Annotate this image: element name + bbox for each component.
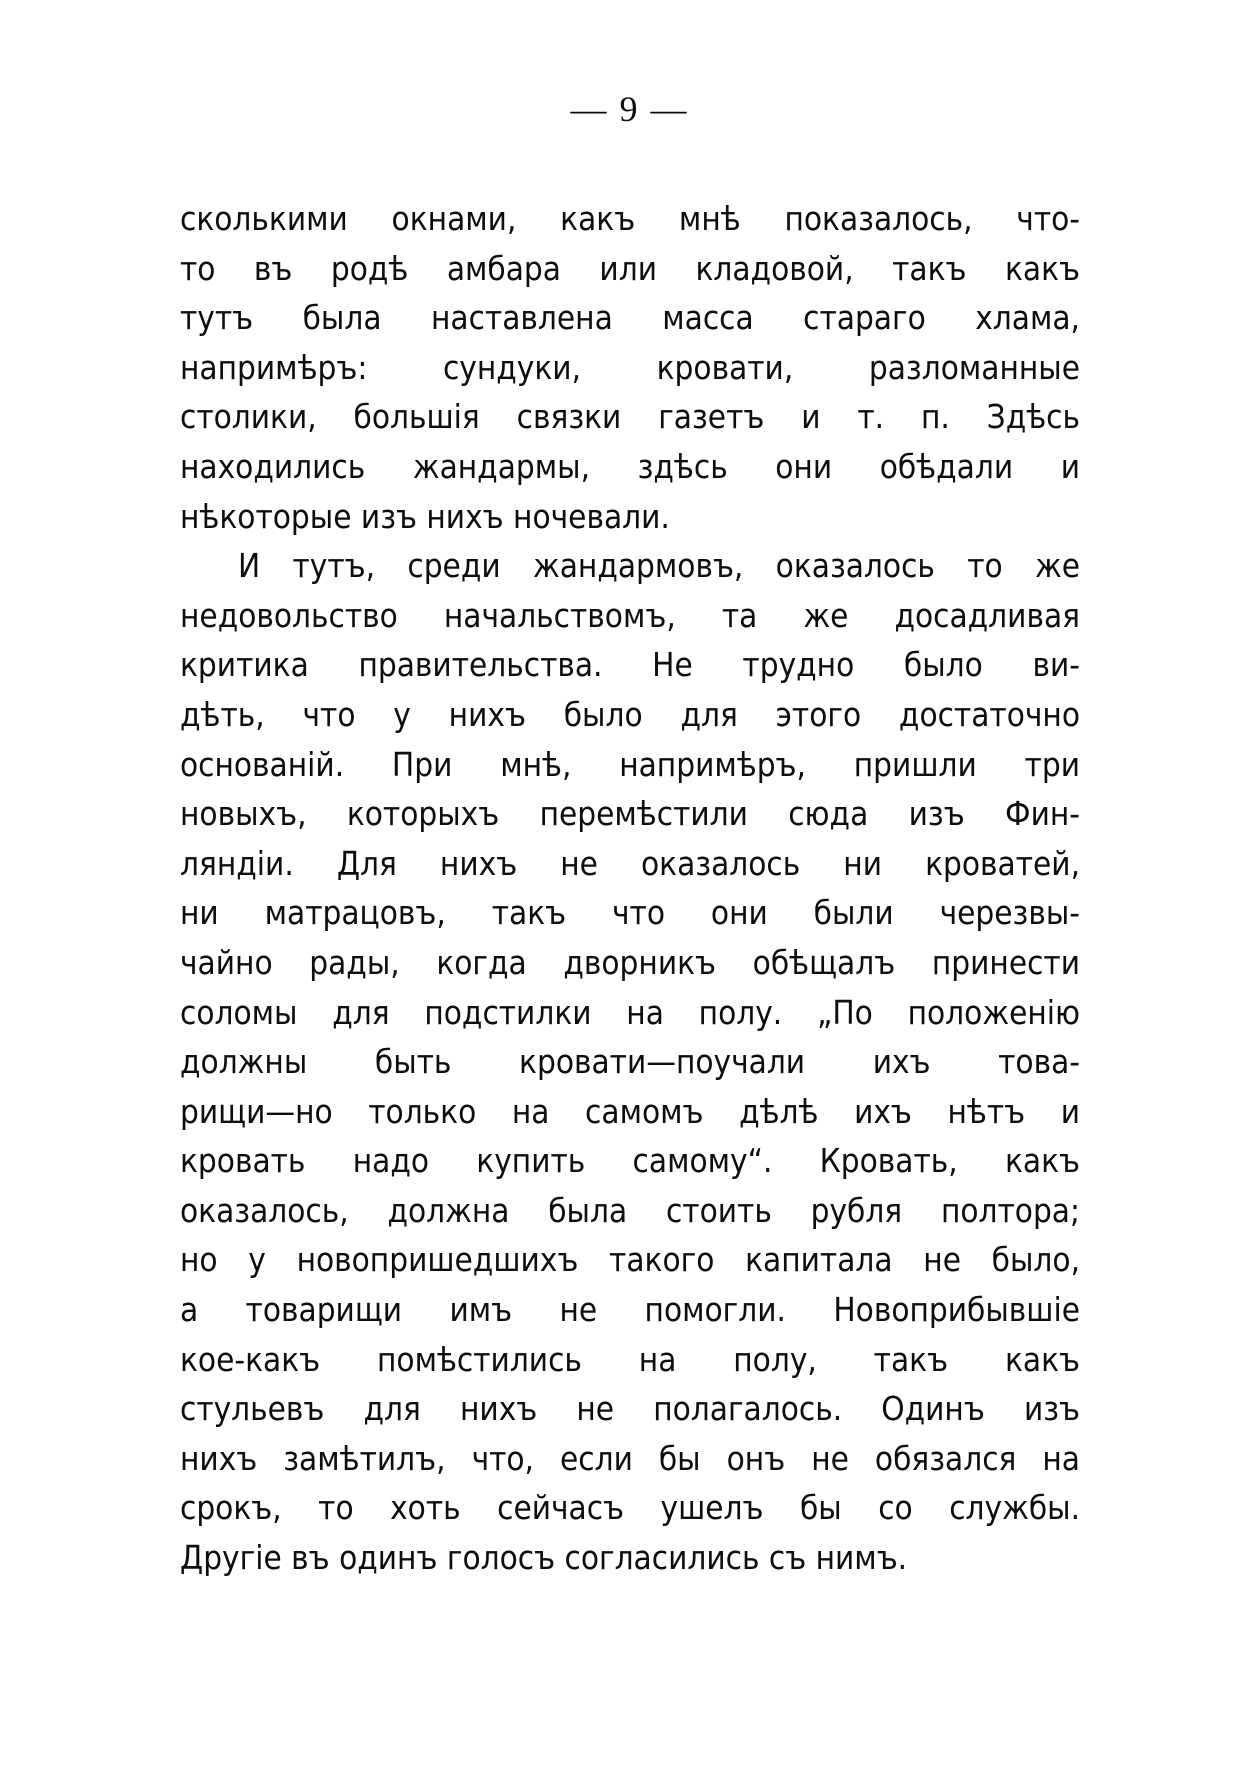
- text-line: кровать надо купить самому“. Кровать, какъ: [180, 1141, 1080, 1181]
- text-line: дѣть, что у нихъ было для этого достаточно: [180, 694, 1080, 734]
- text-line: а товарищи имъ не помогли. Новоприбывшіе: [180, 1290, 1080, 1330]
- text-line: ляндіи. Для нихъ не оказалось ни кроватей,: [180, 843, 1080, 883]
- text-line: новыхъ, которыхъ перемѣстили сюда изъ Фин-: [180, 794, 1080, 834]
- text-line: тутъ была наставлена масса стараго хлама,: [180, 298, 1080, 338]
- text-line: чайно рады, когда дворникъ обѣщалъ принести: [180, 942, 1080, 982]
- text-line: то въ родѣ амбара или кладовой, такъ какъ: [180, 248, 1080, 288]
- text-line: должны быть кровати—поучали ихъ това-: [180, 1042, 1080, 1082]
- paragraph: [180, 541, 1080, 1582]
- text-line: оказалось, должна была стоить рубля полтора;: [180, 1190, 1080, 1230]
- text-line: критика правительства. Не трудно было ви-: [180, 645, 1080, 685]
- text-line: И тутъ, среди жандармовъ, оказалось то же: [238, 546, 1080, 586]
- text-line: кое-какъ помѣстились на полу, такъ какъ: [180, 1339, 1080, 1379]
- text-line: срокъ, то хоть сейчасъ ушелъ бы со службы.: [180, 1488, 1080, 1528]
- text-line: соломы для подстилки на полу. „По положенію: [180, 992, 1080, 1032]
- text-line: стульевъ для нихъ не полагалось. Одинъ изъ: [180, 1389, 1080, 1429]
- text-line: но у новопришедшихъ такого капитала не было,: [180, 1240, 1080, 1280]
- text-line: находились жандармы, здѣсь они обѣдали и: [180, 446, 1080, 486]
- text-line: столики, большія связки газетъ и т. п. Здѣсь: [180, 397, 1080, 437]
- page-number: — 9 —: [570, 89, 689, 129]
- text-line: сколькими окнами, какъ мнѣ показалось, что-: [180, 199, 1080, 238]
- text-line: Другіе въ одинъ голосъ согласились съ нимъ.: [180, 1538, 908, 1578]
- body-text: [180, 194, 1080, 1583]
- text-line: рищи—но только на самомъ дѣлѣ ихъ нѣтъ и: [180, 1091, 1080, 1131]
- text-line: напримѣръ: сундуки, кровати, разломанные: [180, 347, 1080, 387]
- text-line: основаній. При мнѣ, напримѣръ, пришли три: [180, 744, 1080, 784]
- text-line: нихъ замѣтилъ, что, если бы онъ не обязался на: [180, 1438, 1080, 1478]
- text-line: ни матрацовъ, такъ что они были черезвы-: [180, 893, 1080, 933]
- text-line: нѣкоторые изъ нихъ ночевали.: [180, 496, 670, 536]
- paragraph: [180, 194, 1080, 541]
- text-line: недовольство начальствомъ, та же досадливая: [180, 595, 1080, 635]
